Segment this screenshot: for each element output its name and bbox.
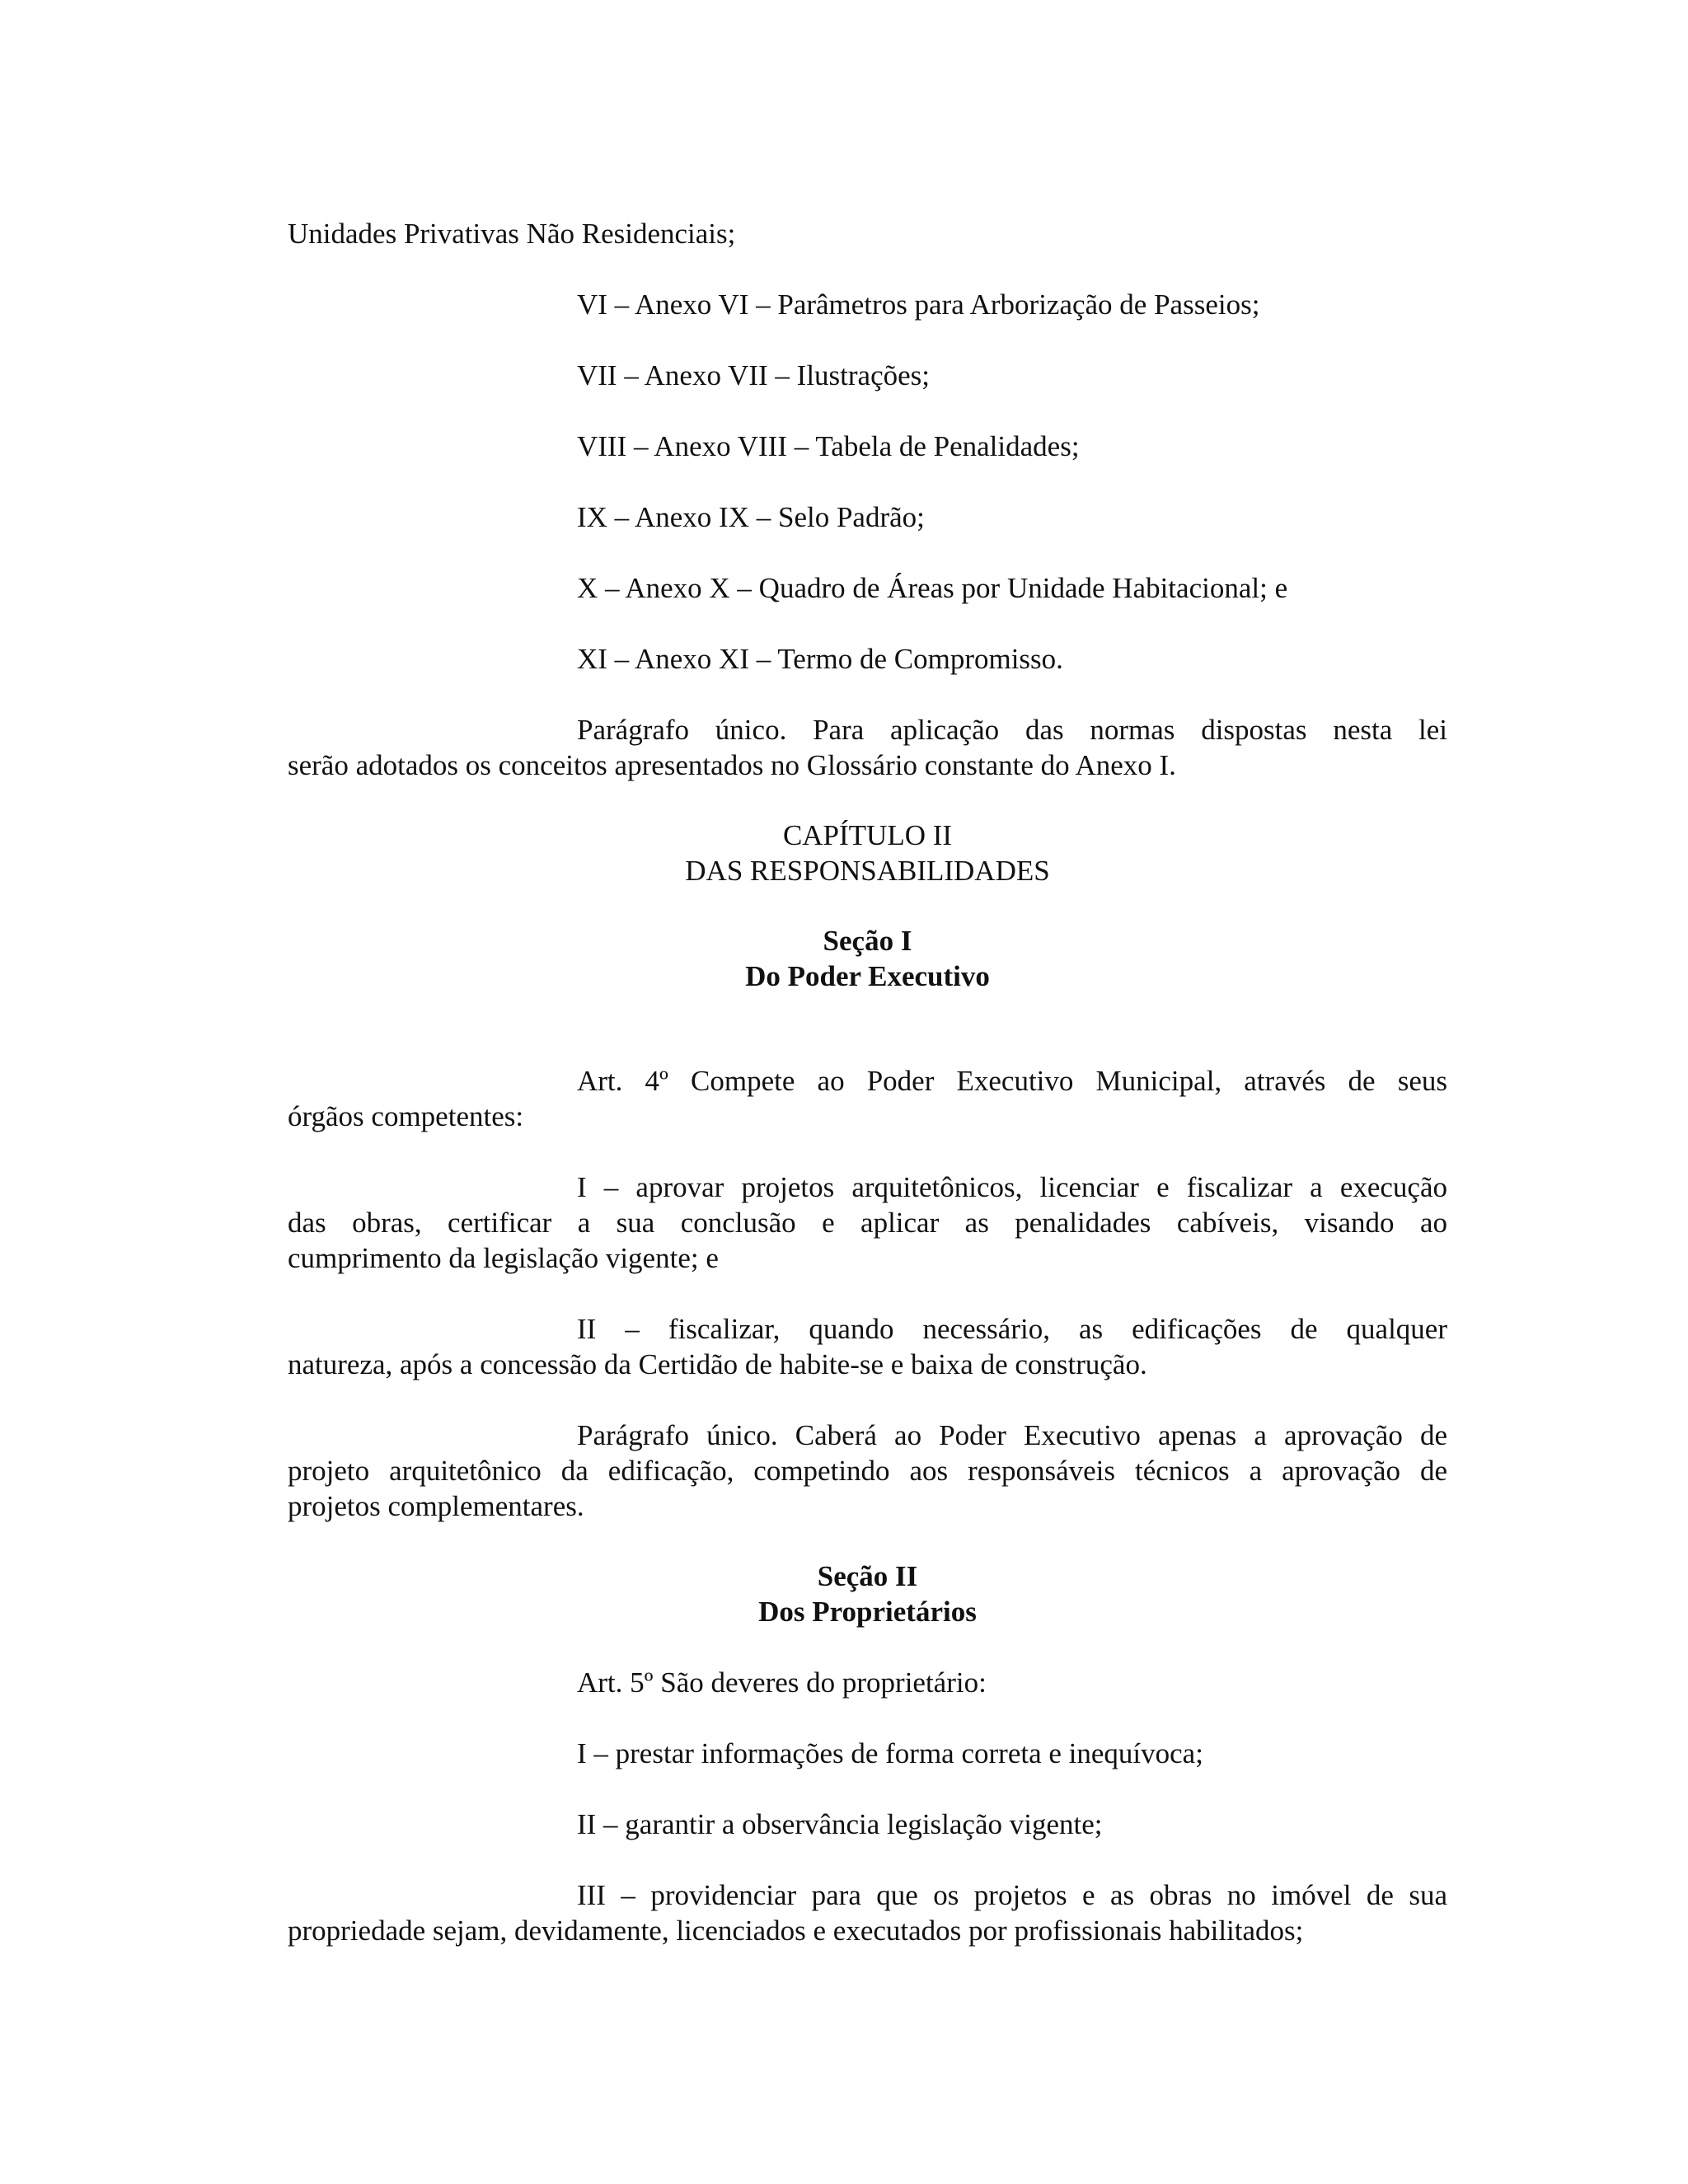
article-4-paragraph-line-1: Parágrafo único. Caberá ao Poder Executivo apenas a aprovação de bbox=[577, 1419, 1447, 1451]
list-item-annex-vi: VI – Anexo VI – Parâmetros para Arborização de Passeios; bbox=[577, 288, 1260, 321]
article-4-item-i-line-3: cumprimento da legislação vigente; e bbox=[288, 1242, 719, 1274]
article-4-item-ii-line-1: II – fiscalizar, quando necessário, as edificações de qualquer bbox=[577, 1313, 1447, 1345]
list-item-annex-xi: XI – Anexo XI – Termo de Compromisso. bbox=[577, 643, 1063, 675]
chapter-subtitle: DAS RESPONSABILIDADES bbox=[685, 855, 1050, 887]
article-4-item-i-line-2: das obras, certificar a sua conclusão e aplicar as penalidades cabíveis, visando ao bbox=[288, 1207, 1447, 1239]
section-title: Seção I bbox=[823, 925, 912, 957]
list-item-annex-viii: VIII – Anexo VIII – Tabela de Penalidades; bbox=[577, 430, 1080, 462]
article-5-item-i: I – prestar informações de forma correta e inequívoca; bbox=[577, 1737, 1203, 1769]
article-5-item-iii-line-1: III – providenciar para que os projetos e as obras no imóvel de sua bbox=[577, 1879, 1447, 1911]
list-item-annex-vii: VII – Anexo VII – Ilustrações; bbox=[577, 359, 930, 391]
paragraph-unique-line-2: serão adotados os conceitos apresentados no Glossário constante do Anexo I. bbox=[288, 749, 1176, 781]
list-continuation-line: Unidades Privativas Não Residenciais; bbox=[288, 218, 736, 250]
article-4-paragraph-line-2: projeto arquitetônico da edificação, competindo aos responsáveis técnicos a aprovação de bbox=[288, 1455, 1447, 1487]
list-item-annex-ix: IX – Anexo IX – Selo Padrão; bbox=[577, 501, 925, 533]
article-5-item-iii-line-2: propriedade sejam, devidamente, licenciados e executados por profissionais habilitados; bbox=[288, 1915, 1304, 1947]
article-4-line-2: órgãos competentes: bbox=[288, 1100, 524, 1132]
section-ii-subtitle: Dos Proprietários bbox=[758, 1596, 977, 1628]
article-4-paragraph-line-3: projetos complementares. bbox=[288, 1490, 584, 1522]
paragraph-unique-line-1: Parágrafo único. Para aplicação das normas dispostas nesta lei bbox=[577, 714, 1447, 746]
article-4-item-ii-line-2: natureza, após a concessão da Certidão de habite-se e baixa de construção. bbox=[288, 1348, 1147, 1380]
article-4-line-1: Art. 4º Compete ao Poder Executivo Municipal, através de seus bbox=[577, 1065, 1447, 1097]
list-item-annex-x: X – Anexo X – Quadro de Áreas por Unidade Habitacional; e bbox=[577, 572, 1288, 604]
article-4-item-i-line-1: I – aprovar projetos arquitetônicos, licenciar e fiscalizar a execução bbox=[577, 1171, 1447, 1203]
section-subtitle: Do Poder Executivo bbox=[745, 960, 990, 992]
article-5-heading: Art. 5º São deveres do proprietário: bbox=[577, 1666, 987, 1699]
chapter-title: CAPÍTULO II bbox=[782, 819, 953, 851]
section-ii-title: Seção II bbox=[817, 1560, 918, 1592]
article-5-item-ii: II – garantir a observância legislação vigente; bbox=[577, 1808, 1103, 1840]
